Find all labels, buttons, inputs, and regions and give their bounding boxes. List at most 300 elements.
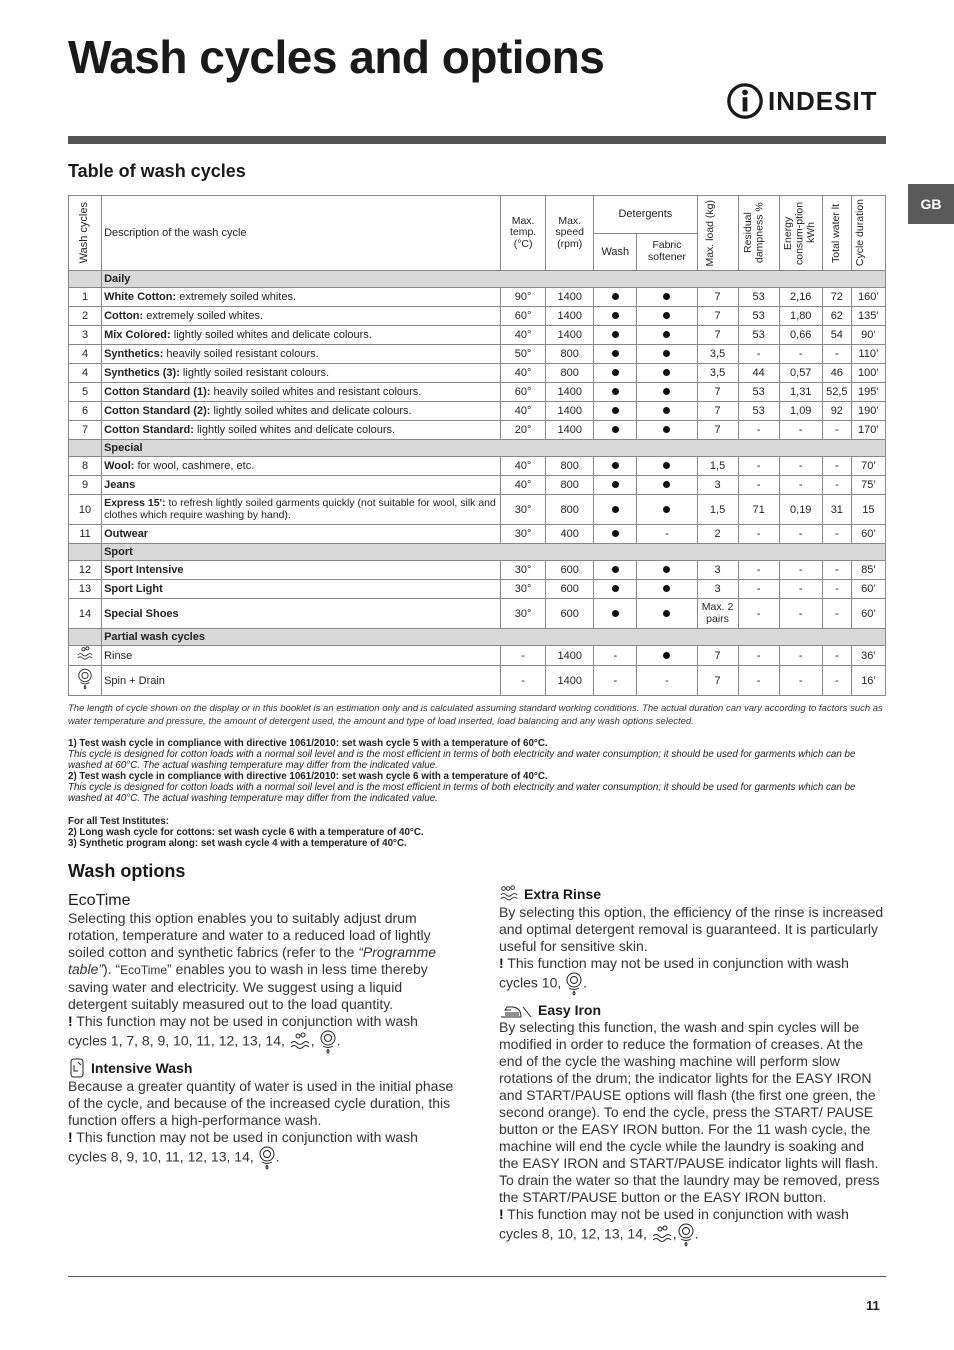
- footer-divider: [68, 1276, 886, 1277]
- cell-dampness: 53: [738, 383, 779, 402]
- cell-water: 54: [822, 326, 851, 345]
- cell-duration: 85’: [851, 561, 885, 580]
- cell-duration: 60’: [851, 599, 885, 629]
- check-dot-icon: [612, 530, 619, 537]
- indesit-logo-icon: [726, 82, 764, 120]
- test2-body: This cycle is designed for cotton loads with a normal soil level and is the most efficient in terms of both electricity and water consumption; it should be used for garments which can be washed at 40°C. The actual washing temperature may differ from the indicated value.: [68, 781, 856, 804]
- header-max-load: Max. load (kg): [697, 196, 738, 271]
- cell-water: 72: [822, 288, 851, 307]
- cell-load: 7: [697, 402, 738, 421]
- cell-wash: [594, 421, 637, 440]
- page-number: 11: [866, 1298, 880, 1313]
- cycle-description: Sport Light: [102, 580, 501, 599]
- check-dot-icon: [663, 293, 670, 300]
- cycle-description: Rinse: [102, 646, 501, 666]
- cycle-number: 10: [69, 495, 102, 525]
- table-row: [69, 307, 886, 326]
- section-label: Partial wash cycles: [102, 629, 886, 646]
- table-row: [69, 326, 886, 345]
- cell-temp: 30°: [501, 495, 546, 525]
- check-dot-icon: [663, 610, 670, 617]
- cell-temp: 50°: [501, 345, 546, 364]
- cell-temp: 30°: [501, 525, 546, 544]
- cell-energy: 2,16: [779, 288, 822, 307]
- cell-softener: [637, 457, 697, 476]
- test1-body: This cycle is designed for cotton loads with a normal soil level and is the most efficient in terms of both electricity and water consumption; it should be used for garments which can be washed at 60°C. The actual washing temperature may differ from the indicated value.: [68, 748, 856, 771]
- cycle-number: 9: [69, 476, 102, 495]
- cell-duration: 110’: [851, 345, 885, 364]
- cell-energy: -: [779, 476, 822, 495]
- check-dot-icon: [663, 462, 670, 469]
- cycle-number: 7: [69, 421, 102, 440]
- cell-energy: 1,80: [779, 307, 822, 326]
- header-wash: Wash: [594, 233, 637, 271]
- check-dot-icon: [612, 312, 619, 319]
- cell-water: -: [822, 345, 851, 364]
- cell-temp: 40°: [501, 402, 546, 421]
- cell-softener: [637, 580, 697, 599]
- cell-load: 7: [697, 307, 738, 326]
- cycle-number: 11: [69, 525, 102, 544]
- cell-energy: -: [779, 561, 822, 580]
- cell-temp: -: [501, 666, 546, 696]
- check-dot-icon: [612, 585, 619, 592]
- table-row: [69, 421, 886, 440]
- cell-temp: -: [501, 646, 546, 666]
- cell-dampness: -: [738, 525, 779, 544]
- cell-energy: -: [779, 599, 822, 629]
- table-row: [69, 495, 886, 525]
- spin-drain-icon: [319, 1030, 337, 1054]
- check-dot-icon: [663, 506, 670, 513]
- easy-iron-body: By selecting this function, the wash and spin cycles will be modified in order to reduce the formation of creases. At the end of the cycle the washing machine will perform slow rotations of the drum; the indicator lights for the EASY IRON and START/PAUSE options will flash (the first one green, the second orange). To end the cycle, press the START/ PAUSE button or the EASY IRON button. For the 11 wash cycle, the machine will end the cycle while the laundry is soaking and the EASY IRON and START/PAUSE indicator lights will flash. To drain the water so that the laundry may be removed, press the START/PAUSE button or the EASY IRON button.: [499, 1019, 880, 1205]
- extra-rinse-heading: Extra Rinse: [499, 884, 887, 904]
- intensive-wash-icon: [68, 1058, 86, 1078]
- cycle-number: [69, 666, 102, 696]
- cell-energy: 1,09: [779, 402, 822, 421]
- cell-speed: 1400: [546, 646, 594, 666]
- cell-speed: 1400: [546, 307, 594, 326]
- table-row: [69, 364, 886, 383]
- cycle-description: Spin + Drain: [102, 666, 501, 696]
- cell-load: 7: [697, 383, 738, 402]
- cell-softener: [637, 495, 697, 525]
- cell-duration: 90’: [851, 326, 885, 345]
- table-row: [69, 288, 886, 307]
- cell-speed: 600: [546, 561, 594, 580]
- cell-energy: -: [779, 345, 822, 364]
- cell-temp: 60°: [501, 307, 546, 326]
- cell-water: 92: [822, 402, 851, 421]
- cell-energy: -: [779, 646, 822, 666]
- header-max-speed: Max. speed (rpm): [546, 196, 594, 271]
- cell-wash: [594, 307, 637, 326]
- cell-load: Max. 2 pairs: [697, 599, 738, 629]
- cell-duration: 36’: [851, 646, 885, 666]
- cycle-number: 14: [69, 599, 102, 629]
- check-dot-icon: [612, 293, 619, 300]
- cell-temp: 40°: [501, 476, 546, 495]
- cycle-description: Cotton Standard (2): lightly soiled whites and delicate colours.: [102, 402, 501, 421]
- ecotime-logo: EcoTime: [68, 892, 131, 909]
- table-heading: Table of wash cycles: [68, 161, 246, 181]
- rinse-icon: [651, 1225, 673, 1245]
- wash-cycles-table: [68, 195, 886, 696]
- cell-duration: 135’: [851, 307, 885, 326]
- cell-water: -: [822, 599, 851, 629]
- cycle-number: 5: [69, 383, 102, 402]
- table-row: [69, 580, 886, 599]
- table-row: [69, 599, 886, 629]
- check-dot-icon: [663, 407, 670, 414]
- cell-water: -: [822, 646, 851, 666]
- cell-energy: -: [779, 421, 822, 440]
- cell-wash: -: [594, 646, 637, 666]
- section-label: Special: [102, 440, 886, 457]
- brand-logo: [726, 82, 878, 120]
- language-tab: GB: [908, 184, 954, 224]
- cell-load: 3: [697, 476, 738, 495]
- check-dot-icon: [663, 388, 670, 395]
- table-row: [69, 457, 886, 476]
- cell-speed: 400: [546, 525, 594, 544]
- cycle-description: Special Shoes: [102, 599, 501, 629]
- cell-temp: 60°: [501, 383, 546, 402]
- section-label: Daily: [102, 271, 886, 288]
- cell-speed: 600: [546, 580, 594, 599]
- cell-speed: 1400: [546, 402, 594, 421]
- check-dot-icon: [612, 610, 619, 617]
- ecotime-body: Selecting this option enables you to suitably adjust drum rotation, temperature and water to a reduced load of lightly soiled cotton and synthetic fabrics (refer to the “Programme table”). “EcoTime” enables you to wash in less time thereby saving water and electricity. We suggest using a liquid detergent suitably measured out to the load quantity.: [68, 910, 437, 1012]
- cycle-description: Jeans: [102, 476, 501, 495]
- cell-temp: 20°: [501, 421, 546, 440]
- spin-drain-icon: [258, 1146, 276, 1170]
- cycle-description: Outwear: [102, 525, 501, 544]
- cell-duration: 190’: [851, 402, 885, 421]
- check-dot-icon: [612, 350, 619, 357]
- cell-water: -: [822, 476, 851, 495]
- options-heading: Wash options: [68, 861, 186, 881]
- section-row: [69, 629, 886, 646]
- check-dot-icon: [612, 407, 619, 414]
- cell-duration: 15: [851, 495, 885, 525]
- cell-temp: 30°: [501, 580, 546, 599]
- cycle-description: Sport Intensive: [102, 561, 501, 580]
- brand-name: INDESIT: [768, 85, 878, 116]
- cell-water: -: [822, 561, 851, 580]
- cell-wash: [594, 326, 637, 345]
- table-row: [69, 525, 886, 544]
- extra-rinse-body: By selecting this option, the efficiency of the rinse is increased and optimal detergent removal is guaranteed. It is particularly useful for sensitive skin.: [499, 904, 884, 954]
- cell-wash: [594, 402, 637, 421]
- ecotime-heading: [68, 892, 454, 909]
- cell-dampness: -: [738, 599, 779, 629]
- table-row: [69, 476, 886, 495]
- wash-cycles-body: [69, 271, 886, 696]
- cell-wash: [594, 525, 637, 544]
- header-cycle-duration: Cycle duration: [851, 196, 885, 271]
- cell-softener: [637, 599, 697, 629]
- cell-softener: [637, 288, 697, 307]
- cell-temp: 30°: [501, 561, 546, 580]
- section-label: Sport: [102, 544, 886, 561]
- cell-wash: [594, 599, 637, 629]
- check-dot-icon: [612, 566, 619, 573]
- cell-speed: 600: [546, 599, 594, 629]
- cell-softener: [637, 476, 697, 495]
- cycle-description: Express 15': to refresh lightly soiled garments quickly (not suitable for wool, silk and clothes which require washing by hand).: [102, 495, 501, 525]
- cycle-description: Synthetics: heavily soiled resistant colours.: [102, 345, 501, 364]
- cycle-number: 2: [69, 307, 102, 326]
- cell-water: 52,5: [822, 383, 851, 402]
- cell-speed: 1400: [546, 421, 594, 440]
- easy-iron-icon: [499, 1003, 533, 1019]
- cycle-description: Cotton Standard: lightly soiled whites and delicate colours.: [102, 421, 501, 440]
- options-left-column: [68, 892, 454, 1170]
- cell-wash: [594, 288, 637, 307]
- cell-load: 2: [697, 525, 738, 544]
- cell-dampness: 53: [738, 326, 779, 345]
- cell-speed: 1400: [546, 326, 594, 345]
- cell-wash: [594, 561, 637, 580]
- cell-speed: 800: [546, 457, 594, 476]
- cell-speed: 1400: [546, 666, 594, 696]
- cell-load: 7: [697, 288, 738, 307]
- cell-temp: 40°: [501, 364, 546, 383]
- cell-duration: 195’: [851, 383, 885, 402]
- cell-dampness: -: [738, 421, 779, 440]
- spin-drain-icon: [77, 667, 93, 691]
- cell-softener: [637, 383, 697, 402]
- cell-temp: 30°: [501, 599, 546, 629]
- header-max-temp: Max. temp. (°C): [501, 196, 546, 271]
- easy-iron-heading: Easy Iron: [499, 1002, 887, 1019]
- check-dot-icon: [612, 426, 619, 433]
- cell-wash: [594, 580, 637, 599]
- table-row: [69, 666, 886, 696]
- cell-duration: 100’: [851, 364, 885, 383]
- section-row: [69, 271, 886, 288]
- cell-load: 1,5: [697, 457, 738, 476]
- ecotime-warning: ! This function may not be used in conjunction with wash cycles 1, 7, 8, 9, 10, 11, 12, 13, 14, , .: [68, 1013, 454, 1054]
- cell-dampness: -: [738, 345, 779, 364]
- cell-softener: [637, 402, 697, 421]
- check-dot-icon: [612, 462, 619, 469]
- cell-softener: [637, 561, 697, 580]
- cycle-number: 8: [69, 457, 102, 476]
- cycle-description: Mix Colored: lightly soiled whites and delicate colours.: [102, 326, 501, 345]
- cycle-number: [69, 646, 102, 666]
- cell-temp: 90°: [501, 288, 546, 307]
- check-dot-icon: [612, 331, 619, 338]
- cell-speed: 800: [546, 364, 594, 383]
- cell-speed: 800: [546, 345, 594, 364]
- cell-speed: 1400: [546, 288, 594, 307]
- cell-temp: 40°: [501, 457, 546, 476]
- cell-softener: -: [637, 666, 697, 696]
- cell-softener: [637, 307, 697, 326]
- cell-dampness: 71: [738, 495, 779, 525]
- cell-dampness: -: [738, 561, 779, 580]
- cell-softener: [637, 646, 697, 666]
- intensive-wash-heading: Intensive Wash: [68, 1058, 454, 1078]
- check-dot-icon: [663, 312, 670, 319]
- cell-energy: 1,31: [779, 383, 822, 402]
- header-energy: Energy consum-ption kWh: [779, 196, 822, 271]
- cell-energy: -: [779, 666, 822, 696]
- easy-iron-warning: ! This function may not be used in conjunction with wash cycles 8, 10, 12, 13, 14, , .: [499, 1206, 887, 1247]
- cycle-description: Cotton: extremely soiled whites.: [102, 307, 501, 326]
- cell-energy: -: [779, 525, 822, 544]
- institutes-line-2: 3) Synthetic program along: set wash cycle 4 with a temperature of 40°C.: [68, 837, 407, 849]
- check-dot-icon: [663, 481, 670, 488]
- cell-water: 31: [822, 495, 851, 525]
- cell-dampness: -: [738, 646, 779, 666]
- cell-water: -: [822, 580, 851, 599]
- cycle-description: Synthetics (3): lightly soiled resistant colours.: [102, 364, 501, 383]
- cycle-number: 6: [69, 402, 102, 421]
- cell-dampness: -: [738, 457, 779, 476]
- cycle-description: White Cotton: extremely soiled whites.: [102, 288, 501, 307]
- cell-dampness: -: [738, 476, 779, 495]
- section-row: [69, 440, 886, 457]
- table-row: [69, 561, 886, 580]
- cycle-number: 4: [69, 364, 102, 383]
- cycle-number: 4: [69, 345, 102, 364]
- cell-duration: 16’: [851, 666, 885, 696]
- intensive-wash-body: Because a greater quantity of water is used in the initial phase of the cycle, and because of the increased cycle duration, this function offers a high-performance wash.: [68, 1078, 454, 1128]
- rinse-icon: [289, 1032, 311, 1052]
- cell-speed: 1400: [546, 383, 594, 402]
- cell-load: 7: [697, 646, 738, 666]
- cell-dampness: 53: [738, 307, 779, 326]
- check-dot-icon: [663, 331, 670, 338]
- extra-rinse-icon: [499, 884, 519, 904]
- cycle-number: 1: [69, 288, 102, 307]
- cycle-description: Cotton Standard (1): heavily soiled whites and resistant colours.: [102, 383, 501, 402]
- header-detergents: Detergents: [594, 196, 697, 234]
- check-dot-icon: [612, 388, 619, 395]
- check-dot-icon: [663, 652, 670, 659]
- cell-water: 62: [822, 307, 851, 326]
- test2-title: 2) Test wash cycle in compliance with directive 1061/2010: set wash cycle 6 with a temperature of 40°C.: [68, 770, 548, 782]
- spin-drain-icon: [677, 1223, 695, 1247]
- cell-wash: [594, 476, 637, 495]
- check-dot-icon: [612, 506, 619, 513]
- header-wash-cycles: Wash cycles: [69, 196, 102, 271]
- cell-load: 1,5: [697, 495, 738, 525]
- table-row: [69, 345, 886, 364]
- cycle-number: 3: [69, 326, 102, 345]
- cell-dampness: 53: [738, 288, 779, 307]
- cell-dampness: -: [738, 666, 779, 696]
- cell-load: 3,5: [697, 345, 738, 364]
- cell-load: 3,5: [697, 364, 738, 383]
- cell-water: -: [822, 457, 851, 476]
- cell-wash: [594, 383, 637, 402]
- header-fabric-softener: Fabric softener: [637, 233, 697, 271]
- cell-dampness: 53: [738, 402, 779, 421]
- section-row: [69, 544, 886, 561]
- cell-duration: 75’: [851, 476, 885, 495]
- cell-speed: 800: [546, 495, 594, 525]
- cycle-number: 12: [69, 561, 102, 580]
- check-dot-icon: [663, 426, 670, 433]
- institutes-title: For all Test Institutes:: [68, 815, 170, 827]
- title-divider: [68, 136, 886, 144]
- cell-duration: 170’: [851, 421, 885, 440]
- cell-temp: 40°: [501, 326, 546, 345]
- intensive-wash-warning: ! This function may not be used in conjunction with wash cycles 8, 9, 10, 11, 12, 13, 14, .: [68, 1129, 454, 1170]
- cell-load: 7: [697, 666, 738, 696]
- cell-energy: 0,57: [779, 364, 822, 383]
- test1-title: 1) Test wash cycle in compliance with directive 1061/2010: set wash cycle 5 with a temperature of 60°C.: [68, 738, 548, 749]
- cell-load: 3: [697, 561, 738, 580]
- test-cycles-info: [68, 739, 886, 850]
- check-dot-icon: [663, 350, 670, 357]
- cell-softener: [637, 326, 697, 345]
- cell-softener: [637, 345, 697, 364]
- check-dot-icon: [612, 369, 619, 376]
- spin-drain-icon: [565, 972, 583, 996]
- header-residual-dampness: Residual dampness %: [738, 196, 779, 271]
- header-total-water: Total water lt: [822, 196, 851, 271]
- cell-duration: 160’: [851, 288, 885, 307]
- cell-load: 7: [697, 421, 738, 440]
- cell-load: 7: [697, 326, 738, 345]
- cycle-description: Wool: for wool, cashmere, etc.: [102, 457, 501, 476]
- table-row: [69, 383, 886, 402]
- cell-water: -: [822, 525, 851, 544]
- cell-water: 46: [822, 364, 851, 383]
- cell-softener: -: [637, 525, 697, 544]
- cell-load: 3: [697, 580, 738, 599]
- cell-dampness: -: [738, 580, 779, 599]
- cell-duration: 60’: [851, 525, 885, 544]
- table-row: [69, 646, 886, 666]
- cell-wash: -: [594, 666, 637, 696]
- rinse-icon: [76, 646, 94, 662]
- cell-energy: -: [779, 580, 822, 599]
- extra-rinse-warning: ! This function may not be used in conjunction with wash cycles 10, .: [499, 955, 887, 996]
- duration-note: The length of cycle shown on the display or in this booklet is an estimation only and is calculated assuming standard working conditions. The actual duration can vary according to factors such as water temperature and pressure, the amount of detergent used, the amount and type of load inserted, load balancing and any wash options selected.: [68, 703, 883, 727]
- cell-wash: [594, 364, 637, 383]
- cell-water: -: [822, 666, 851, 696]
- cell-water: -: [822, 421, 851, 440]
- cell-wash: [594, 457, 637, 476]
- cycle-number: 13: [69, 580, 102, 599]
- cell-energy: 0,66: [779, 326, 822, 345]
- options-right-column: [499, 884, 887, 1247]
- page-title: Wash cycles and options: [68, 31, 605, 83]
- header-description: Description of the wash cycle: [102, 196, 501, 271]
- cell-wash: [594, 495, 637, 525]
- cell-softener: [637, 364, 697, 383]
- check-dot-icon: [663, 585, 670, 592]
- cell-energy: -: [779, 457, 822, 476]
- cell-duration: 70’: [851, 457, 885, 476]
- cell-speed: 800: [546, 476, 594, 495]
- institutes-line-1: 2) Long wash cycle for cottons: set wash cycle 6 with a temperature of 40°C.: [68, 826, 424, 838]
- table-row: [69, 402, 886, 421]
- cell-duration: 60’: [851, 580, 885, 599]
- cell-wash: [594, 345, 637, 364]
- check-dot-icon: [612, 481, 619, 488]
- cell-energy: 0,19: [779, 495, 822, 525]
- check-dot-icon: [663, 369, 670, 376]
- cell-softener: [637, 421, 697, 440]
- check-dot-icon: [663, 566, 670, 573]
